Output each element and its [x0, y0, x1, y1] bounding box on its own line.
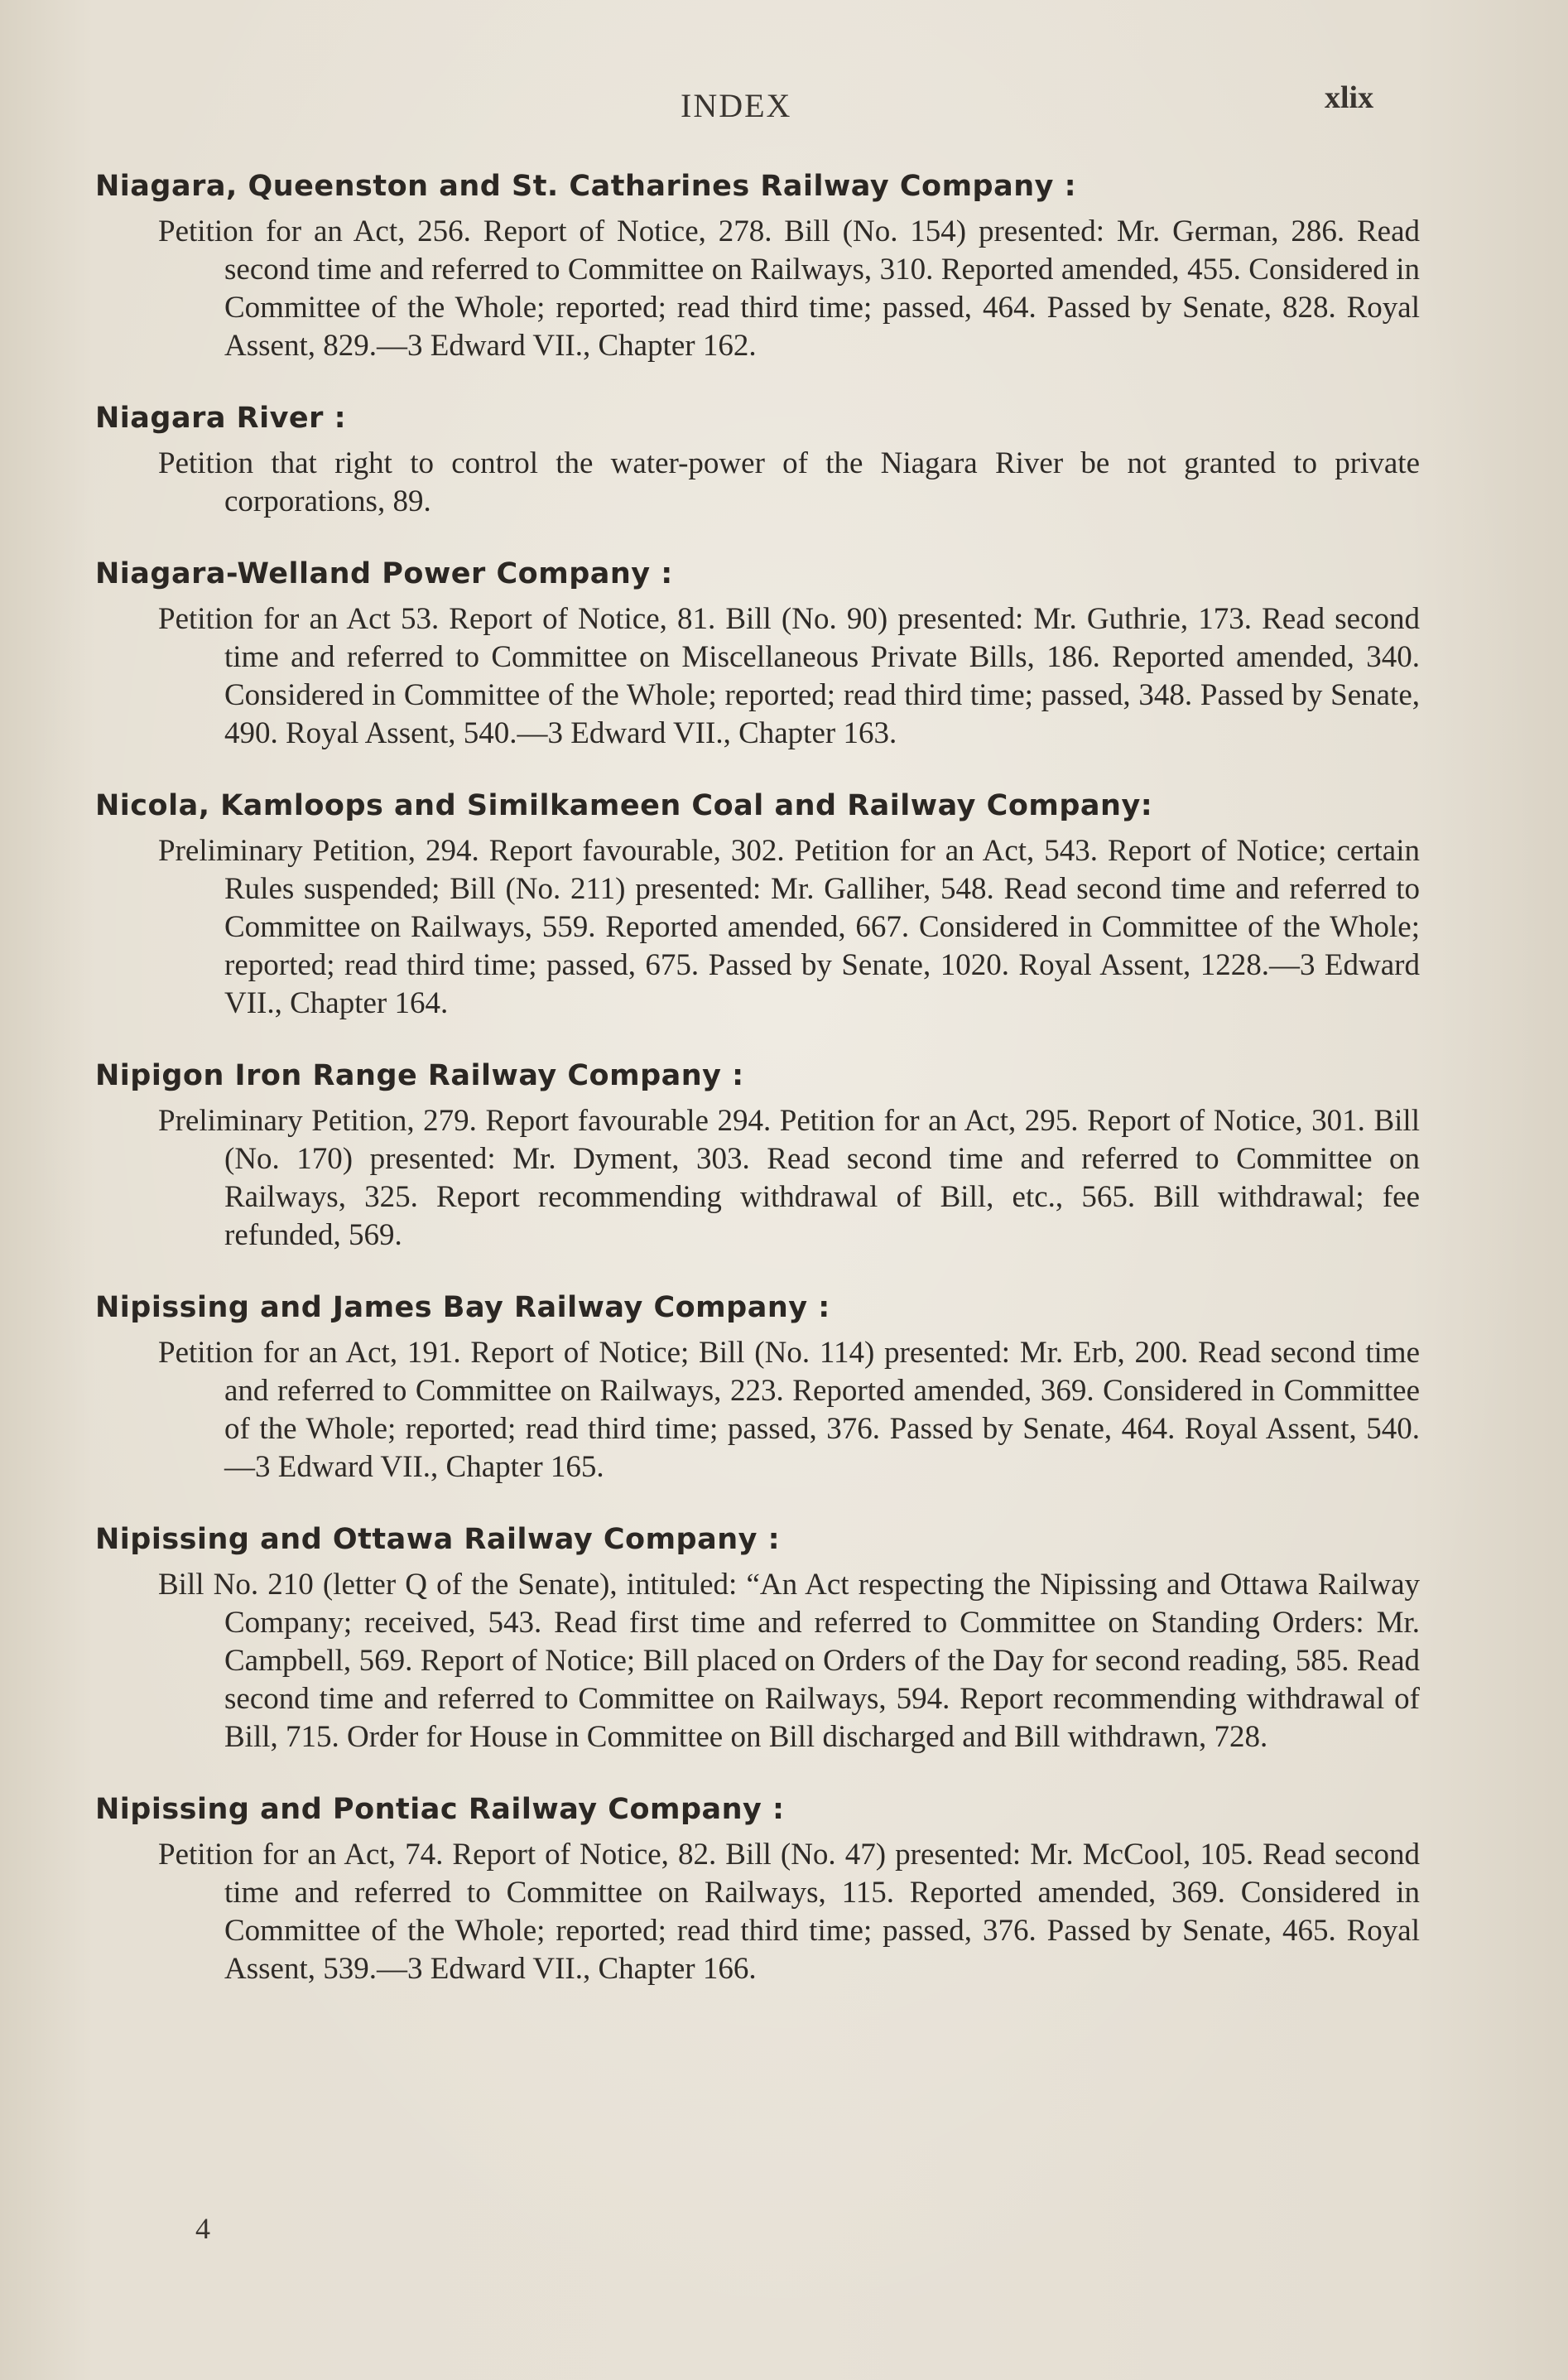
entry-heading: Nipissing and Pontiac Railway Company :	[95, 1793, 785, 1826]
entry-text: Petition for an Act 53. Report of Notice, 81. Bill (No. 90) presented: Mr. Guthrie, 173. Read second time and referred to Committee on Miscellaneous Private Bills, 186. Reported amended, 340. Considered in Committee of the Whole; reported; read third time; passed, 348. Passed by Senate, 490. Royal Assent, 540.—3 Edward VII., Chapter 163.	[158, 602, 1420, 750]
entry-text: Petition for an Act, 74. Report of Notice, 82. Bill (No. 47) presented: Mr. McCool, 105. Read second time and referred to Committee on Railways, 115. Reported amended, 369. Considered in Committee of the Whole; reported; read third time; passed, 376. Passed by Senate, 465. Royal Assent, 539.—3 Edward VII., Chapter 166.	[158, 1838, 1420, 1986]
index-entry	[95, 402, 1420, 521]
index-entry	[95, 557, 1420, 753]
entry-heading: Nipigon Iron Range Railway Company :	[95, 1059, 744, 1092]
running-head-title: INDEX	[681, 87, 792, 124]
entry-heading: Nipissing and James Bay Railway Company :	[95, 1291, 830, 1324]
entry-text: Petition for an Act, 191. Report of Notice; Bill (No. 114) presented: Mr. Erb, 200. Read second time and referred to Committee on Railways, 223. Reported amended, 369. Considered in Committee of the Whole; reported; read third time; passed, 376. Passed by Senate, 464. Royal Assent, 540.—3 Edward VII., Chapter 165.	[158, 1336, 1420, 1484]
entry-text: Preliminary Petition, 279. Report favourable 294. Petition for an Act, 295. Report of Notice, 301. Bill (No. 170) presented: Mr. Dyment, 303. Read second time and referred to Committee on Railways, 325. Report recommending withdrawal of Bill, etc., 565. Bill withdrawal; fee refunded, 569.	[158, 1104, 1420, 1252]
index-entry	[95, 789, 1420, 1023]
entry-text: Bill No. 210 (letter Q of the Senate), intituled: “An Act respecting the Nipissing and Ottawa Railway Company; received, 543. Read first time and referred to Committee on Standing Orders: Mr. Campbell, 569. Report of Notice; Bill placed on Orders of the Day for second reading, 585. Read second time and referred to Committee on Railways, 594. Report recommending withdrawal of Bill, 715. Order for House in Committee on Bill discharged and Bill withdrawn, 728.	[158, 1568, 1420, 1754]
index-entry	[95, 1793, 1420, 1988]
index-entry	[95, 1291, 1420, 1486]
index-entry	[95, 170, 1420, 365]
entry-heading: Niagara River :	[95, 402, 347, 435]
index-entries	[95, 170, 1420, 2025]
page-number: xlix	[1325, 80, 1374, 115]
entry-heading: Niagara, Queenston and St. Catharines Railway Company :	[95, 170, 1077, 203]
entry-heading: Nipissing and Ottawa Railway Company :	[95, 1523, 781, 1556]
signature-mark: 4	[195, 2212, 210, 2245]
index-entry	[95, 1523, 1420, 1756]
entry-text: Preliminary Petition, 294. Report favourable, 302. Petition for an Act, 543. Report of Notice; certain Rules suspended; Bill (No. 211) presented: Mr. Galliher, 548. Read second time and referred to Committee on Railways, 559. Reported amended, 667. Considered in Committee of the Whole; reported; read third time; passed, 675. Passed by Senate, 1020. Royal Assent, 1228.—3 Edward VII., Chapter 164.	[158, 834, 1420, 1020]
entry-text: Petition that right to control the water-power of the Niagara River be not granted to private corporations, 89.	[158, 446, 1420, 518]
entry-heading: Nicola, Kamloops and Similkameen Coal and Railway Company:	[95, 789, 1153, 822]
entry-text: Petition for an Act, 256. Report of Notice, 278. Bill (No. 154) presented: Mr. German, 286. Read second time and referred to Committee on Railways, 310. Reported amended, 455. Considered in Committee of the Whole; reported; read third time; passed, 464. Passed by Senate, 828. Royal Assent, 829.—3 Edward VII., Chapter 162.	[158, 214, 1420, 363]
index-entry	[95, 1059, 1420, 1255]
entry-heading: Niagara-Welland Power Company :	[95, 557, 673, 590]
